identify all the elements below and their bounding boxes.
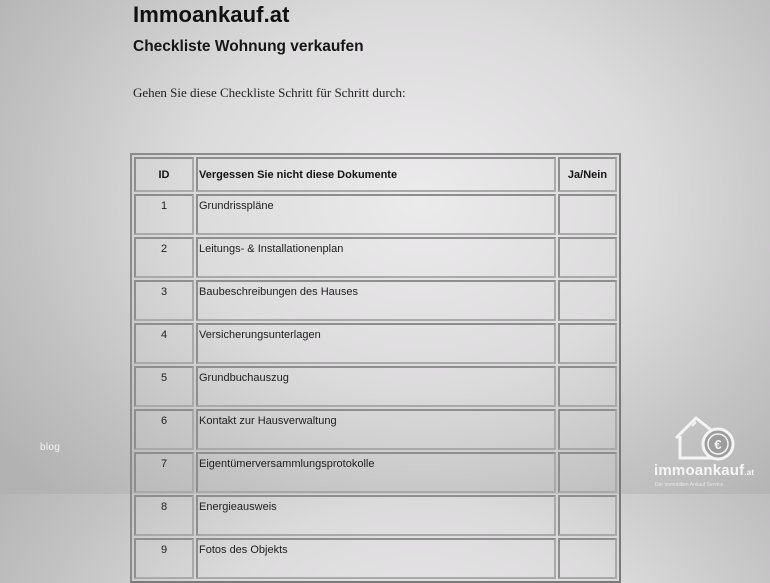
checklist-table (130, 153, 621, 583)
row-document: Fotos des Objekts (196, 538, 556, 579)
document-title: Checkliste Wohnung verkaufen (133, 38, 364, 55)
row-id: 6 (134, 409, 194, 450)
row-yes-no-cell[interactable] (558, 409, 617, 450)
row-yes-no-cell[interactable] (558, 366, 617, 407)
row-document: Grundbuchauszug (196, 366, 556, 407)
logo-tld: .at (744, 468, 755, 477)
site-title: Immoankauf.at (133, 2, 290, 27)
row-yes-no-cell[interactable] (558, 280, 617, 321)
immoankauf-logo (652, 412, 770, 494)
row-id: 4 (134, 323, 194, 364)
row-id: 8 (134, 495, 194, 536)
row-document: Versicherungsunterlagen (196, 323, 556, 364)
table-row (134, 452, 617, 493)
row-document: Grundrisspläne (196, 194, 556, 235)
table-row (134, 323, 617, 364)
table-row (134, 280, 617, 321)
row-id: 1 (134, 194, 194, 235)
row-yes-no-cell[interactable] (558, 323, 617, 364)
row-document: Energieausweis (196, 495, 556, 536)
column-header-id: ID (134, 157, 194, 192)
row-document: Leitungs- & Installationenplan (196, 237, 556, 278)
column-header-document: Vergessen Sie nicht diese Dokumente (196, 157, 556, 192)
table-row (134, 538, 617, 579)
house-euro-icon (672, 412, 752, 464)
table-row (134, 495, 617, 536)
row-yes-no-cell[interactable] (558, 495, 617, 536)
row-document: Kontakt zur Hausverwaltung (196, 409, 556, 450)
row-id: 2 (134, 237, 194, 278)
row-document: Baubeschreibungen des Hauses (196, 280, 556, 321)
logo-wordmark (654, 462, 754, 479)
row-document: Eigentümerversammlungsprotokolle (196, 452, 556, 493)
table-row (134, 366, 617, 407)
intro-text: Gehen Sie diese Checkliste Schritt für Schritt durch: (133, 85, 406, 100)
row-yes-no-cell[interactable] (558, 237, 617, 278)
row-id: 3 (134, 280, 194, 321)
row-id: 5 (134, 366, 194, 407)
row-yes-no-cell[interactable] (558, 452, 617, 493)
table-row (134, 237, 617, 278)
table-row (134, 409, 617, 450)
blog-watermark: blog (40, 442, 61, 453)
row-yes-no-cell[interactable] (558, 194, 617, 235)
row-yes-no-cell[interactable] (558, 538, 617, 579)
column-header-yes-no: Ja/Nein (558, 157, 617, 192)
logo-name: immoankauf (654, 462, 745, 479)
row-id: 9 (134, 538, 194, 579)
table-row (134, 194, 617, 235)
logo-tagline: Der Immobilien Ankauf Service (655, 482, 724, 488)
row-id: 7 (134, 452, 194, 493)
svg-text:€: € (714, 437, 722, 452)
table-header-row (134, 157, 617, 192)
